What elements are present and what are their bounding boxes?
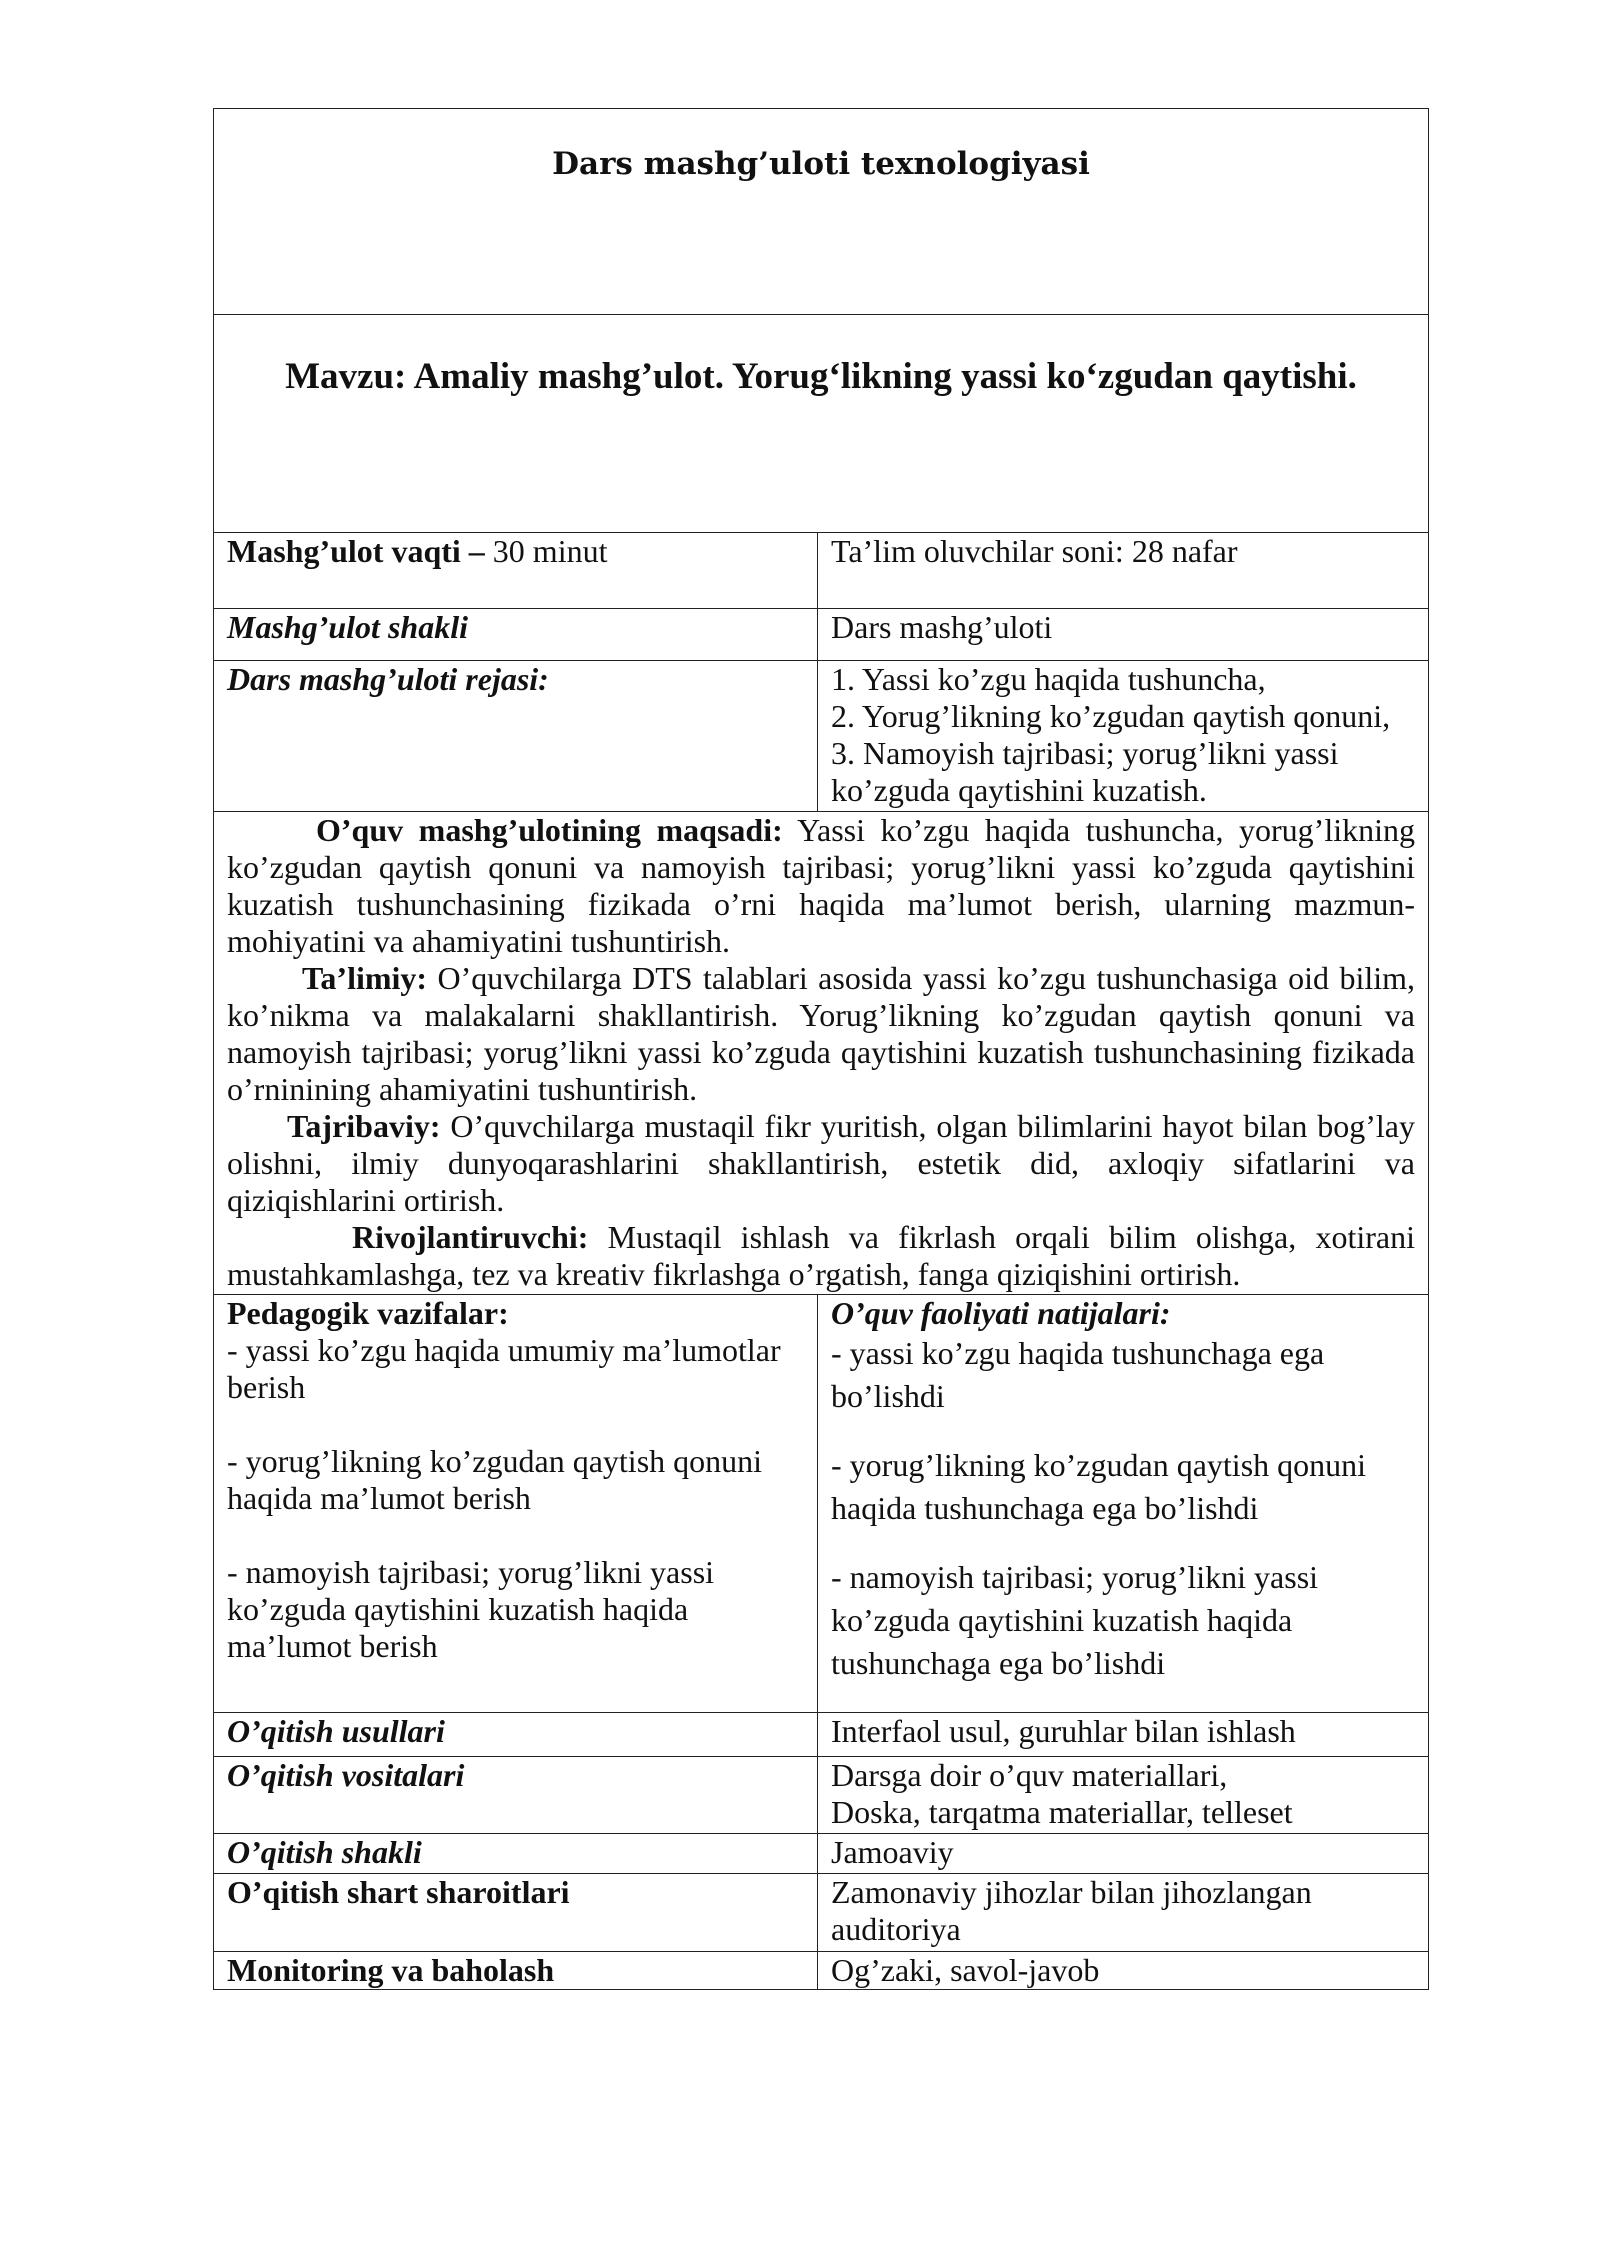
objective-label: Ta’limiy: — [302, 960, 428, 996]
pedagogical-task-item: - yassi ko’zgu haqida umumiy ma’lumotlar berish — [227, 1332, 781, 1405]
plan-label-cell — [214, 661, 818, 812]
form-label-cell — [214, 609, 818, 661]
students-count: Ta’lim oluvchilar soni: 28 nafar — [831, 533, 1238, 569]
topic-row — [214, 315, 1429, 533]
monitoring-value: Og’zaki, savol-javob — [831, 1952, 1100, 1988]
duration-cell — [214, 533, 818, 609]
students-cell — [818, 533, 1429, 609]
teaching-form-value: Jamoaviy — [831, 1834, 954, 1870]
teaching-tools-line: Doska, tarqatma materiallar, telleset — [831, 1794, 1293, 1830]
teaching-form-label: O’qitish shakli — [227, 1834, 422, 1870]
objective-text: O’quvchilarga mustaqil fikr yuritish, olgan bilimlarini hayot bilan bog’lay olishni, ilmiy dunyoqarashlarini shakllantirish, estetik did, axloqiy sifatlarini va qiziqishlarini ortirish. — [227, 1108, 1416, 1218]
duration-label: Mashg’ulot vaqti – — [227, 533, 485, 569]
monitoring-label: Monitoring va baholash — [227, 1952, 555, 1988]
tasks-results-row — [214, 1295, 1429, 1713]
teaching-form-row — [214, 1834, 1429, 1874]
teaching-tools-label: O’qitish vositalari — [227, 1757, 465, 1793]
objective-label: Tajribaviy: — [287, 1108, 441, 1144]
lesson-topic: Mavzu: Amaliy mashg’ulot. Yorug‘likning yassi ko‘zgudan qaytishi. — [285, 356, 1357, 397]
plan-label: Dars mashg’uloti rejasi: — [227, 661, 549, 697]
objective-text: O’quvchilarga DTS talablari asosida yassi ko’zgu tushunchasiga oid bilim, ko’nikma va malakalarni shakllantirish. Yorug’likning ko’zgudan qaytish qonuni va namoyish tajribasi; yorug’likni yassi ko’zguda qaytishini kuzatish tushunchasining fizikada o’rninining ahamiyatini tushuntirish. — [227, 960, 1416, 1107]
objective-paragraph-goal — [227, 812, 1415, 960]
teaching-form-value-cell — [818, 1834, 1429, 1874]
learning-result-item: - yassi ko’zgu haqida tushunchaga ega bo’lishdi — [831, 1335, 1325, 1414]
learning-result-item: - namoyish tajribasi; yorug’likni yassi ko’zguda qaytishini kuzatish haqida tushunchaga ega bo’lishdi — [831, 1559, 1319, 1681]
teaching-conditions-label: O’qitish shart sharoitlari — [227, 1874, 570, 1910]
teaching-methods-row — [214, 1713, 1429, 1757]
document-title: Dars mashg’uloti texnologiyasi — [552, 146, 1090, 182]
topic-cell — [214, 315, 1429, 533]
teaching-methods-value-cell — [818, 1713, 1429, 1757]
teaching-methods-label: O’qitish usullari — [227, 1713, 445, 1749]
objective-text: Yassi ko’zgu haqida tushuncha, yorug’likning ko’zgudan qaytish qonuni va namoyish tajribasi; yorug’likni yassi ko’zguda qaytishini kuzatish tushunchasining fizikada o’rni haqida ma’lumot berish, ularning mazmun-mohiyatini va ahamiyatini tushuntirish. — [227, 812, 1415, 959]
lesson-technology-table — [213, 108, 1429, 1990]
duration-value: 30 minut — [492, 533, 608, 569]
objectives-row — [214, 812, 1429, 1295]
learning-result-item: - yorug’likning ko’zgudan qaytish qonuni haqida tushunchaga ega bo’lishdi — [831, 1447, 1367, 1526]
form-label: Mashg’ulot shakli — [227, 609, 468, 645]
plan-row — [214, 661, 1429, 812]
pedagogical-task-item: - namoyish tajribasi; yorug’likni yassi ko’zguda qaytishini kuzatish haqida ma’lumot berish — [227, 1554, 715, 1664]
monitoring-row — [214, 1952, 1429, 1990]
objective-paragraph-developmental — [227, 1219, 1415, 1293]
form-row — [214, 609, 1429, 661]
monitoring-value-cell — [818, 1952, 1429, 1990]
teaching-methods-value: Interfaol usul, guruhlar bilan ishlash — [831, 1713, 1296, 1749]
title-row — [214, 109, 1429, 315]
teaching-conditions-value: Zamonaviy jihozlar bilan jihozlangan auditoriya — [831, 1874, 1312, 1947]
teaching-tools-label-cell — [214, 1757, 818, 1834]
plan-item: 1. Yassi ko’zgu haqida tushuncha, — [831, 661, 1266, 697]
form-value-cell — [818, 609, 1429, 661]
objective-paragraph-educational — [227, 960, 1415, 1108]
duration-row — [214, 533, 1429, 609]
objective-label: Rivojlantiruvchi: — [352, 1219, 589, 1255]
plan-items-cell — [818, 661, 1429, 812]
teaching-conditions-row — [214, 1874, 1429, 1952]
learning-results-heading: O’quv faoliyati natijalari: — [831, 1295, 1171, 1331]
plan-item: 2. Yorug’likning ko’zgudan qaytish qonuni, — [831, 698, 1391, 734]
pedagogical-task-item: - yorug’likning ko’zgudan qaytish qonuni haqida ma’lumot berish — [227, 1443, 763, 1516]
teaching-conditions-label-cell — [214, 1874, 818, 1952]
teaching-form-label-cell — [214, 1834, 818, 1874]
teaching-tools-line: Darsga doir o’quv materiallari, — [831, 1757, 1228, 1793]
teaching-methods-label-cell — [214, 1713, 818, 1757]
teaching-conditions-value-cell — [818, 1874, 1429, 1952]
objective-paragraph-experiential — [227, 1108, 1415, 1219]
monitoring-label-cell — [214, 1952, 818, 1990]
plan-item: 3. Namoyish tajribasi; yorug’likni yassi ko’zguda qaytishini kuzatish. — [831, 735, 1339, 808]
title-cell — [214, 109, 1429, 315]
objective-text: Mustaqil ishlash va fikrlash orqali bilim olishga, xotirani mustahkamlashga, tez va kreativ fikrlashga o’rgatish, fanga qiziqishini ortirish. — [227, 1219, 1416, 1292]
objectives-cell — [214, 812, 1429, 1295]
form-value: Dars mashg’uloti — [831, 609, 1053, 645]
objective-label: O’quv mashg’ulotining maqsadi: — [316, 812, 783, 848]
teaching-tools-row — [214, 1757, 1429, 1834]
learning-results-cell — [818, 1295, 1429, 1713]
pedagogical-tasks-heading: Pedagogik vazifalar: — [227, 1295, 509, 1331]
pedagogical-tasks-cell — [214, 1295, 818, 1713]
teaching-tools-value-cell — [818, 1757, 1429, 1834]
